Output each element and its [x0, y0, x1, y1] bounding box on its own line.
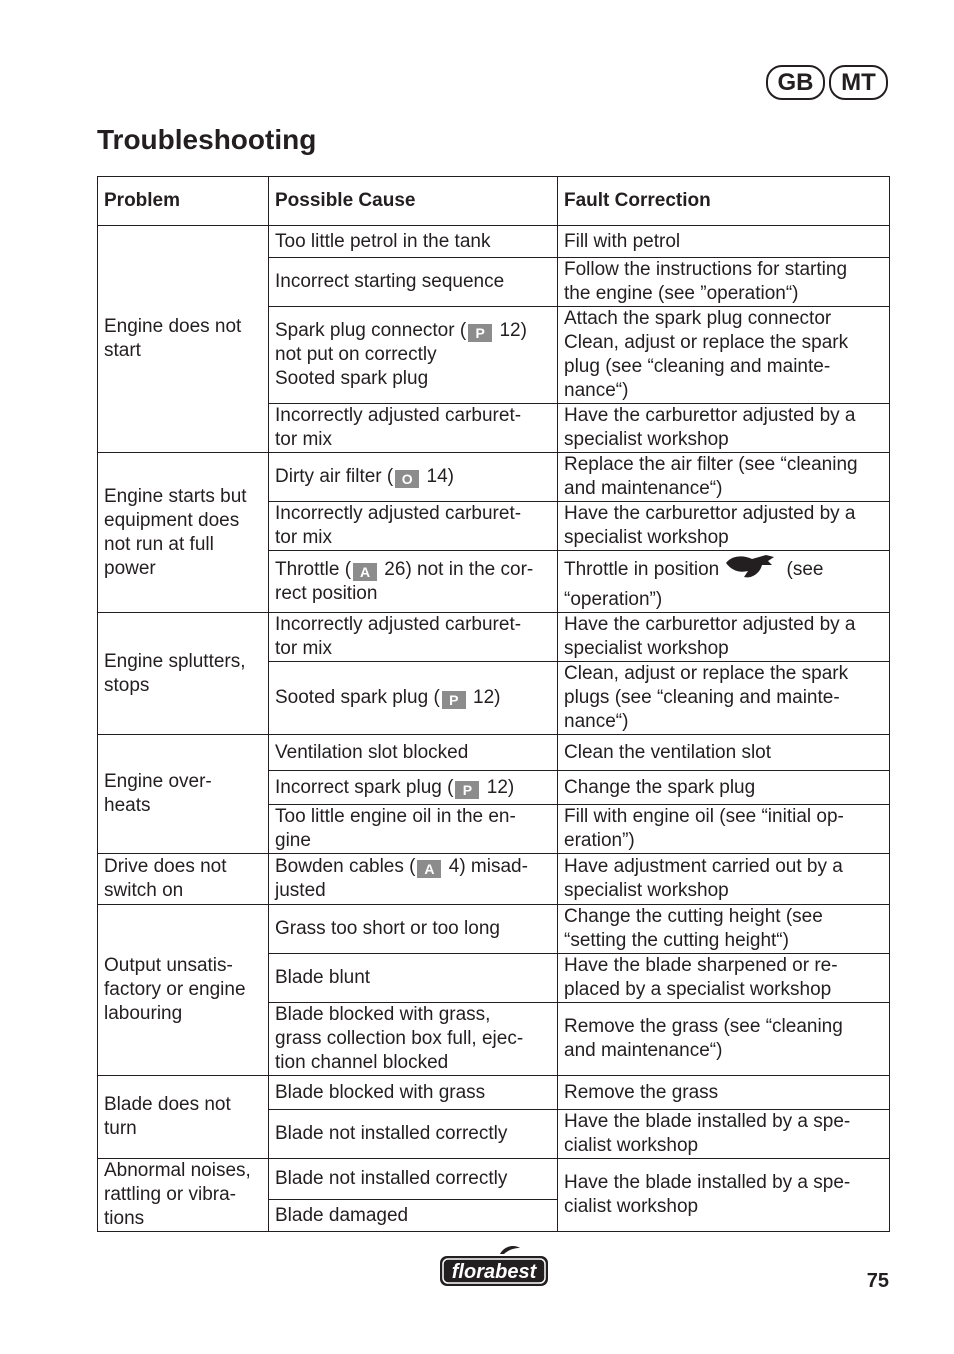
page-title: Troubleshooting: [97, 124, 317, 155]
ref-badge-icon: A: [417, 860, 441, 878]
cause-cell: Blade blunt: [269, 954, 558, 1003]
correction-cell: Have the carburettor adjusted by a specialist workshop: [558, 404, 890, 453]
correction-cell: Have the blade sharpened or re- placed by a specialist workshop: [558, 954, 890, 1003]
cause-text: 12) not put on correctly Sooted spark plug: [275, 320, 527, 389]
throttle-hare-icon: [722, 551, 778, 588]
cause-text: 12): [467, 687, 501, 708]
cause-cell: [269, 551, 558, 613]
cause-text: Spark plug connector (: [275, 320, 467, 341]
table-row: [98, 453, 890, 502]
cause-text: 12): [481, 776, 515, 798]
correction-cell: Change the cutting height (see “setting the cutting height“): [558, 905, 890, 954]
table-row: [98, 1076, 890, 1110]
correction-cell: Remove the grass (see “cleaning and maintenance“): [558, 1003, 890, 1076]
cause-text: Sooted spark plug (: [275, 687, 440, 708]
cause-cell: Grass too short or too long: [269, 905, 558, 954]
cause-text: 14): [421, 466, 454, 487]
correction-cell: Have the blade installed by a spe- cialist workshop: [558, 1110, 890, 1159]
ref-badge-icon: P: [468, 324, 492, 342]
cause-text: Bowden cables (: [275, 856, 416, 877]
cause-cell: Blade blocked with grass: [269, 1076, 558, 1110]
ref-badge-icon: P: [455, 781, 479, 799]
cause-text: Throttle (: [275, 558, 352, 580]
cause-cell: Blade not installed correctly: [269, 1159, 558, 1200]
correction-text: (see “operation”): [564, 559, 824, 610]
table-row: [98, 854, 890, 905]
correction-cell: [558, 551, 890, 613]
lang-badge-gb: GB: [766, 65, 825, 100]
cause-cell: [269, 453, 558, 502]
florabest-logo: [438, 1244, 550, 1288]
table-row: [98, 226, 890, 258]
ref-badge-icon: O: [395, 470, 419, 488]
logo-text: florabest: [451, 1261, 537, 1283]
correction-cell: Have the carburettor adjusted by a specialist workshop: [558, 613, 890, 662]
cause-cell: Incorrectly adjusted carburet- tor mix: [269, 502, 558, 551]
cause-cell: Too little engine oil in the en- gine: [269, 805, 558, 854]
cause-cell: [269, 854, 558, 905]
page-number: 75: [866, 1270, 889, 1292]
problem-cell: Engine does not start: [98, 226, 269, 453]
header-problem: Problem: [98, 177, 269, 226]
cause-cell: Incorrectly adjusted carburet- tor mix: [269, 613, 558, 662]
ref-badge-icon: A: [353, 563, 377, 581]
cause-text: 26) not in the cor- rect position: [275, 558, 534, 604]
cause-text: Dirty air filter (: [275, 466, 394, 487]
correction-cell: Attach the spark plug connector Clean, adjust or replace the spark plug (see “cleaning and mainte- nance“): [558, 307, 890, 404]
correction-text: Throttle in position: [564, 559, 720, 580]
cause-cell: [269, 662, 558, 735]
correction-cell: Have the carburettor adjusted by a specialist workshop: [558, 502, 890, 551]
correction-cell: Have adjustment carried out by a specialist workshop: [558, 854, 890, 905]
table-row: [98, 613, 890, 662]
problem-cell: Engine starts but equipment does not run at full power: [98, 453, 269, 613]
cause-text: Incorrect spark plug (: [275, 776, 454, 798]
correction-cell: Clean, adjust or replace the spark plugs (see “cleaning and mainte- nance“): [558, 662, 890, 735]
problem-cell: Engine over- heats: [98, 735, 269, 854]
cause-text: 4) misad- justed: [275, 856, 528, 901]
correction-cell: Fill with petrol: [558, 226, 890, 258]
cause-cell: Blade not installed correctly: [269, 1110, 558, 1159]
problem-cell: Output unsatis- factory or engine labouring: [98, 905, 269, 1076]
header-correction: Fault Correction: [558, 177, 890, 226]
correction-cell: Fill with engine oil (see “initial op- eration”): [558, 805, 890, 854]
cause-cell: Blade blocked with grass, grass collection box full, ejec- tion channel blocked: [269, 1003, 558, 1076]
table-row: [98, 1159, 890, 1200]
problem-cell: Abnormal noises, rattling or vibra- tions: [98, 1159, 269, 1232]
cause-cell: [269, 307, 558, 404]
table-header-row: [98, 177, 890, 226]
cause-cell: Incorrectly adjusted carburet- tor mix: [269, 404, 558, 453]
lang-badge-mt: MT: [829, 65, 888, 100]
correction-cell: Remove the grass: [558, 1076, 890, 1110]
cause-cell: Ventilation slot blocked: [269, 735, 558, 771]
ref-badge-icon: P: [442, 691, 466, 709]
table-row: [98, 905, 890, 954]
cause-cell: Blade damaged: [269, 1200, 558, 1232]
header-cause: Possible Cause: [269, 177, 558, 226]
cause-cell: [269, 771, 558, 805]
correction-cell: Change the spark plug: [558, 771, 890, 805]
cause-cell: Incorrect starting sequence: [269, 258, 558, 307]
correction-cell: Have the blade installed by a spe- cialist workshop: [558, 1159, 890, 1232]
table-row: [98, 735, 890, 771]
cause-cell: Too little petrol in the tank: [269, 226, 558, 258]
problem-cell: Drive does not switch on: [98, 854, 269, 905]
problem-cell: Engine splutters, stops: [98, 613, 269, 735]
correction-cell: Replace the air filter (see “cleaning and maintenance“): [558, 453, 890, 502]
troubleshooting-table: [97, 176, 890, 1232]
problem-cell: Blade does not turn: [98, 1076, 269, 1159]
correction-cell: Follow the instructions for starting the engine (see ”operation“): [558, 258, 890, 307]
correction-cell: Clean the ventilation slot: [558, 735, 890, 771]
